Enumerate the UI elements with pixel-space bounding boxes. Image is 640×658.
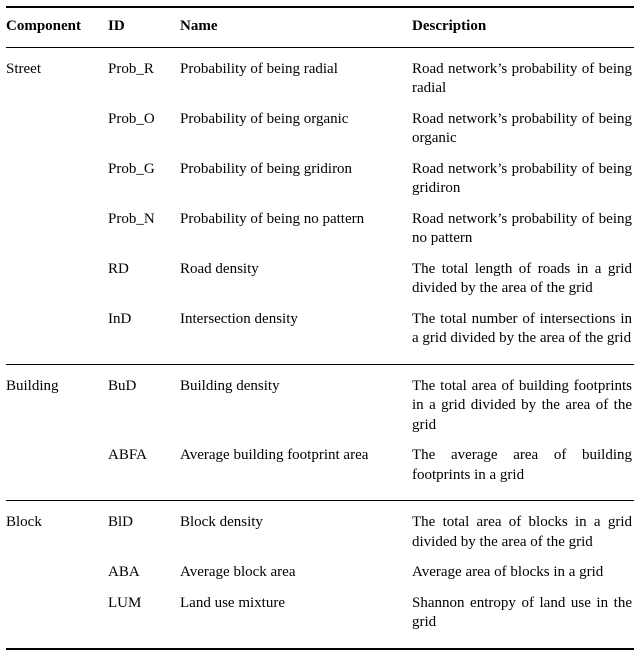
description-cell: Road network’s probability of being organic — [412, 110, 632, 146]
id-cell: InD — [108, 310, 132, 327]
name-cell: Building density — [180, 377, 280, 394]
description-cell: Road network’s probability of being no pattern — [412, 210, 632, 246]
table-body — [6, 48, 634, 648]
table-row — [6, 513, 634, 563]
description-cell: Road network’s probability of being radial — [412, 60, 632, 96]
description-cell: The total number of intersections in a grid divided by the area of the grid — [412, 310, 632, 346]
description-cell: The total area of building footprints in a grid divided by the area of the grid — [412, 377, 632, 433]
header-id: ID — [108, 18, 125, 34]
name-cell: Probability of being gridiron — [180, 160, 353, 177]
name-cell: Road density — [180, 260, 259, 277]
name-cell: Probability of being organic — [180, 110, 349, 127]
table-row — [6, 60, 634, 110]
id-cell: BlD — [108, 514, 134, 530]
name-cell: Average block area — [180, 564, 296, 580]
id-cell: Prob_R — [108, 60, 154, 77]
table-row — [6, 160, 634, 210]
header-name: Name — [180, 18, 218, 34]
name-cell: Probability of being radial — [180, 60, 338, 77]
description-cell: The average area of building footprints in a grid — [412, 447, 632, 483]
id-cell: ABFA — [108, 447, 147, 463]
table-row — [6, 110, 634, 160]
table-row — [6, 563, 634, 594]
description-cell: Road network’s probability of being gridiron — [412, 160, 632, 196]
id-cell: Prob_O — [108, 110, 155, 127]
name-cell: Block density — [180, 514, 263, 530]
table-section — [6, 365, 634, 501]
table-row — [6, 210, 634, 260]
name-cell: Probability of being no pattern — [180, 210, 365, 227]
table-row — [6, 594, 634, 644]
description-cell: Shannon entropy of land use in the grid — [412, 594, 632, 630]
header-component: Component — [6, 18, 82, 34]
name-cell: Land use mixture — [180, 594, 285, 611]
table-row — [6, 310, 634, 360]
id-cell: LUM — [108, 594, 142, 611]
table-header-row — [6, 8, 634, 47]
table-section — [6, 501, 634, 648]
id-cell: RD — [108, 260, 129, 277]
table-section — [6, 48, 634, 364]
table-row — [6, 260, 634, 310]
id-cell: ABA — [108, 564, 140, 580]
table-row — [6, 377, 634, 447]
bottom-rule — [6, 648, 634, 650]
component-cell: Block — [6, 514, 42, 530]
component-cell: Street — [6, 60, 41, 77]
id-cell: BuD — [108, 377, 137, 394]
name-cell: Intersection density — [180, 310, 298, 327]
description-cell: The total area of blocks in a grid divided by the area of the grid — [412, 514, 632, 550]
name-cell: Average building footprint area — [180, 447, 369, 463]
header-description: Description — [412, 18, 487, 34]
feature-table — [6, 6, 634, 650]
description-cell: The total length of roads in a grid divided by the area of the grid — [412, 260, 632, 296]
id-cell: Prob_G — [108, 160, 155, 177]
description-cell: Average area of blocks in a grid — [412, 564, 604, 580]
table-row — [6, 446, 634, 496]
id-cell: Prob_N — [108, 210, 155, 227]
component-cell: Building — [6, 377, 59, 394]
